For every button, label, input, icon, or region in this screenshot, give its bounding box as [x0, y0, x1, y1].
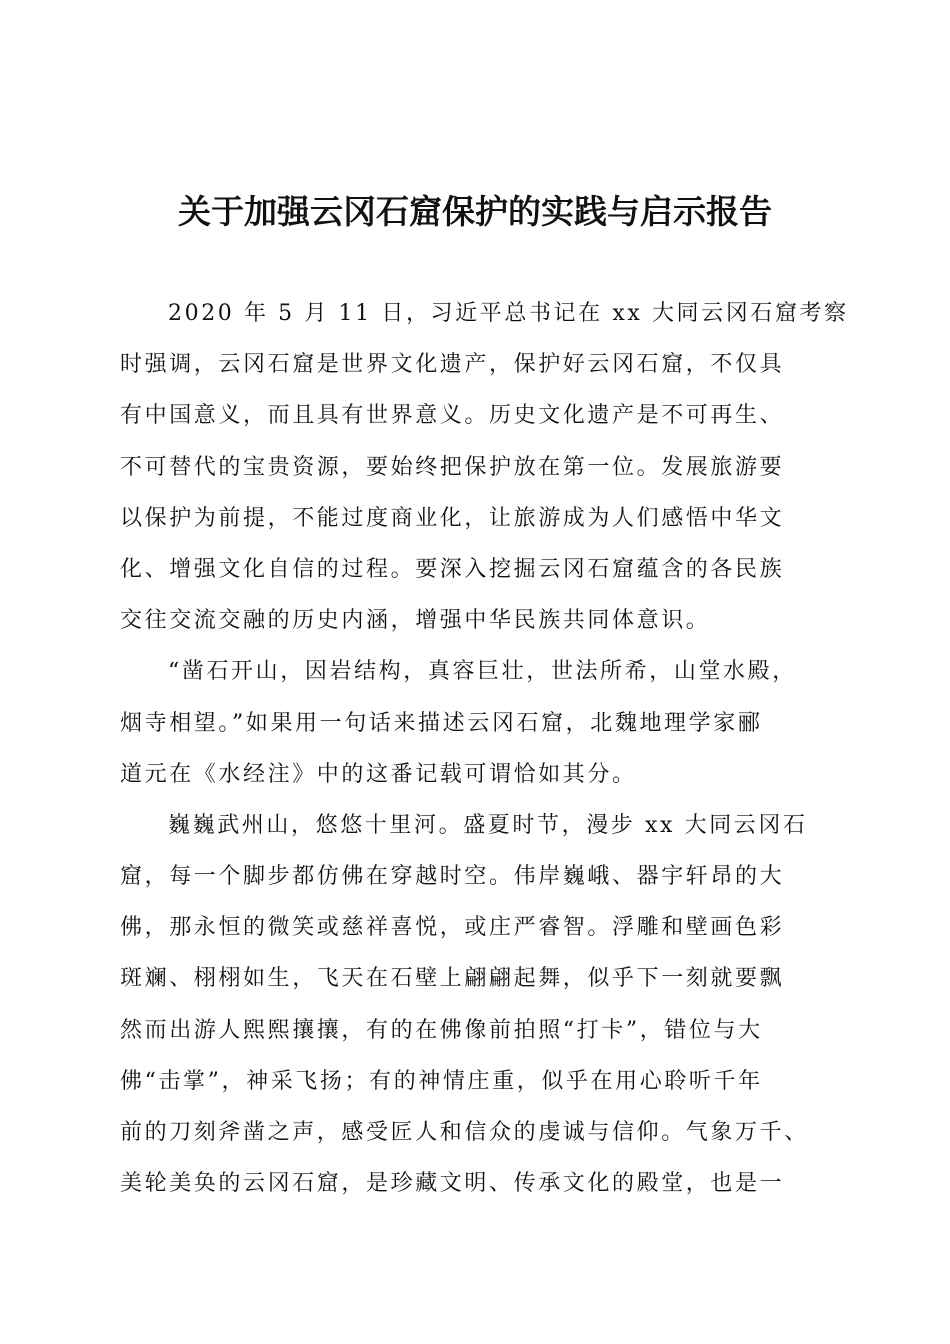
paragraph-2-line-3: 道元在《水经注》中的这番记载可谓恰如其分。	[120, 761, 637, 787]
paragraph-3-line-5: 然而出游人熙熙攘攘，有的在佛像前拍照“打卡”，错位与大	[120, 1017, 763, 1043]
paragraph-1-line-5: 以保护为前提，不能过度商业化，让旅游成为人们感悟中华文	[120, 505, 785, 531]
paragraph-3-line-8: 美轮美奂的云冈石窟，是珍藏文明、传承文化的殿堂，也是一	[120, 1171, 785, 1197]
document-title: 关于加强云冈石窟保护的实践与启示报告	[178, 192, 772, 231]
document-body	[120, 288, 849, 1209]
paragraph-1-line-1: 2020 年 5 月 11 日，习近平总书记在 xx 大同云冈石窟考察	[168, 301, 849, 326]
paragraph-3-line-4: 斑斓、栩栩如生，飞天在石壁上翩翩起舞，似乎下一刻就要飘	[120, 966, 785, 992]
paragraph-1-line-2: 时强调，云冈石窟是世界文化遗产，保护好云冈石窟，不仅具	[120, 352, 785, 378]
paragraph-1-line-3: 有中国意义，而且具有世界意义。历史文化遗产是不可再生、	[120, 403, 785, 429]
paragraph-1-line-4: 不可替代的宝贵资源，要始终把保护放在第一位。发展旅游要	[120, 454, 785, 480]
paragraph-1-line-6: 化、增强文化自信的过程。要深入挖掘云冈石窟蕴含的各民族	[120, 556, 785, 582]
paragraph-3-line-6: 佛“击掌”，神采飞扬；有的神情庄重，似乎在用心聆听千年	[120, 1068, 763, 1094]
paragraph-3-line-2: 窟，每一个脚步都仿佛在穿越时空。伟岸巍峨、器宇轩昂的大	[120, 864, 785, 890]
paragraph-3-line-7: 前的刀刻斧凿之声，感受匠人和信众的虔诚与信仰。气象万千、	[120, 1120, 809, 1145]
paragraph-3-line-1: 巍巍武州山，悠悠十里河。盛夏时节，漫步 xx 大同云冈石	[168, 812, 808, 838]
paragraph-1-line-7: 交往交流交融的历史内涵，增强中华民族共同体意识。	[120, 608, 711, 634]
paragraph-3-line-3: 佛，那永恒的微笑或慈祥喜悦，或庄严睿智。浮雕和壁画色彩	[120, 915, 785, 941]
paragraph-2-line-2: 烟寺相望。”如果用一句话来描述云冈石窟，北魏地理学家郦	[120, 710, 763, 736]
paragraph-2-line-1: “凿石开山，因岩结构，真容巨壮，世法所希，山堂水殿，	[168, 659, 797, 685]
